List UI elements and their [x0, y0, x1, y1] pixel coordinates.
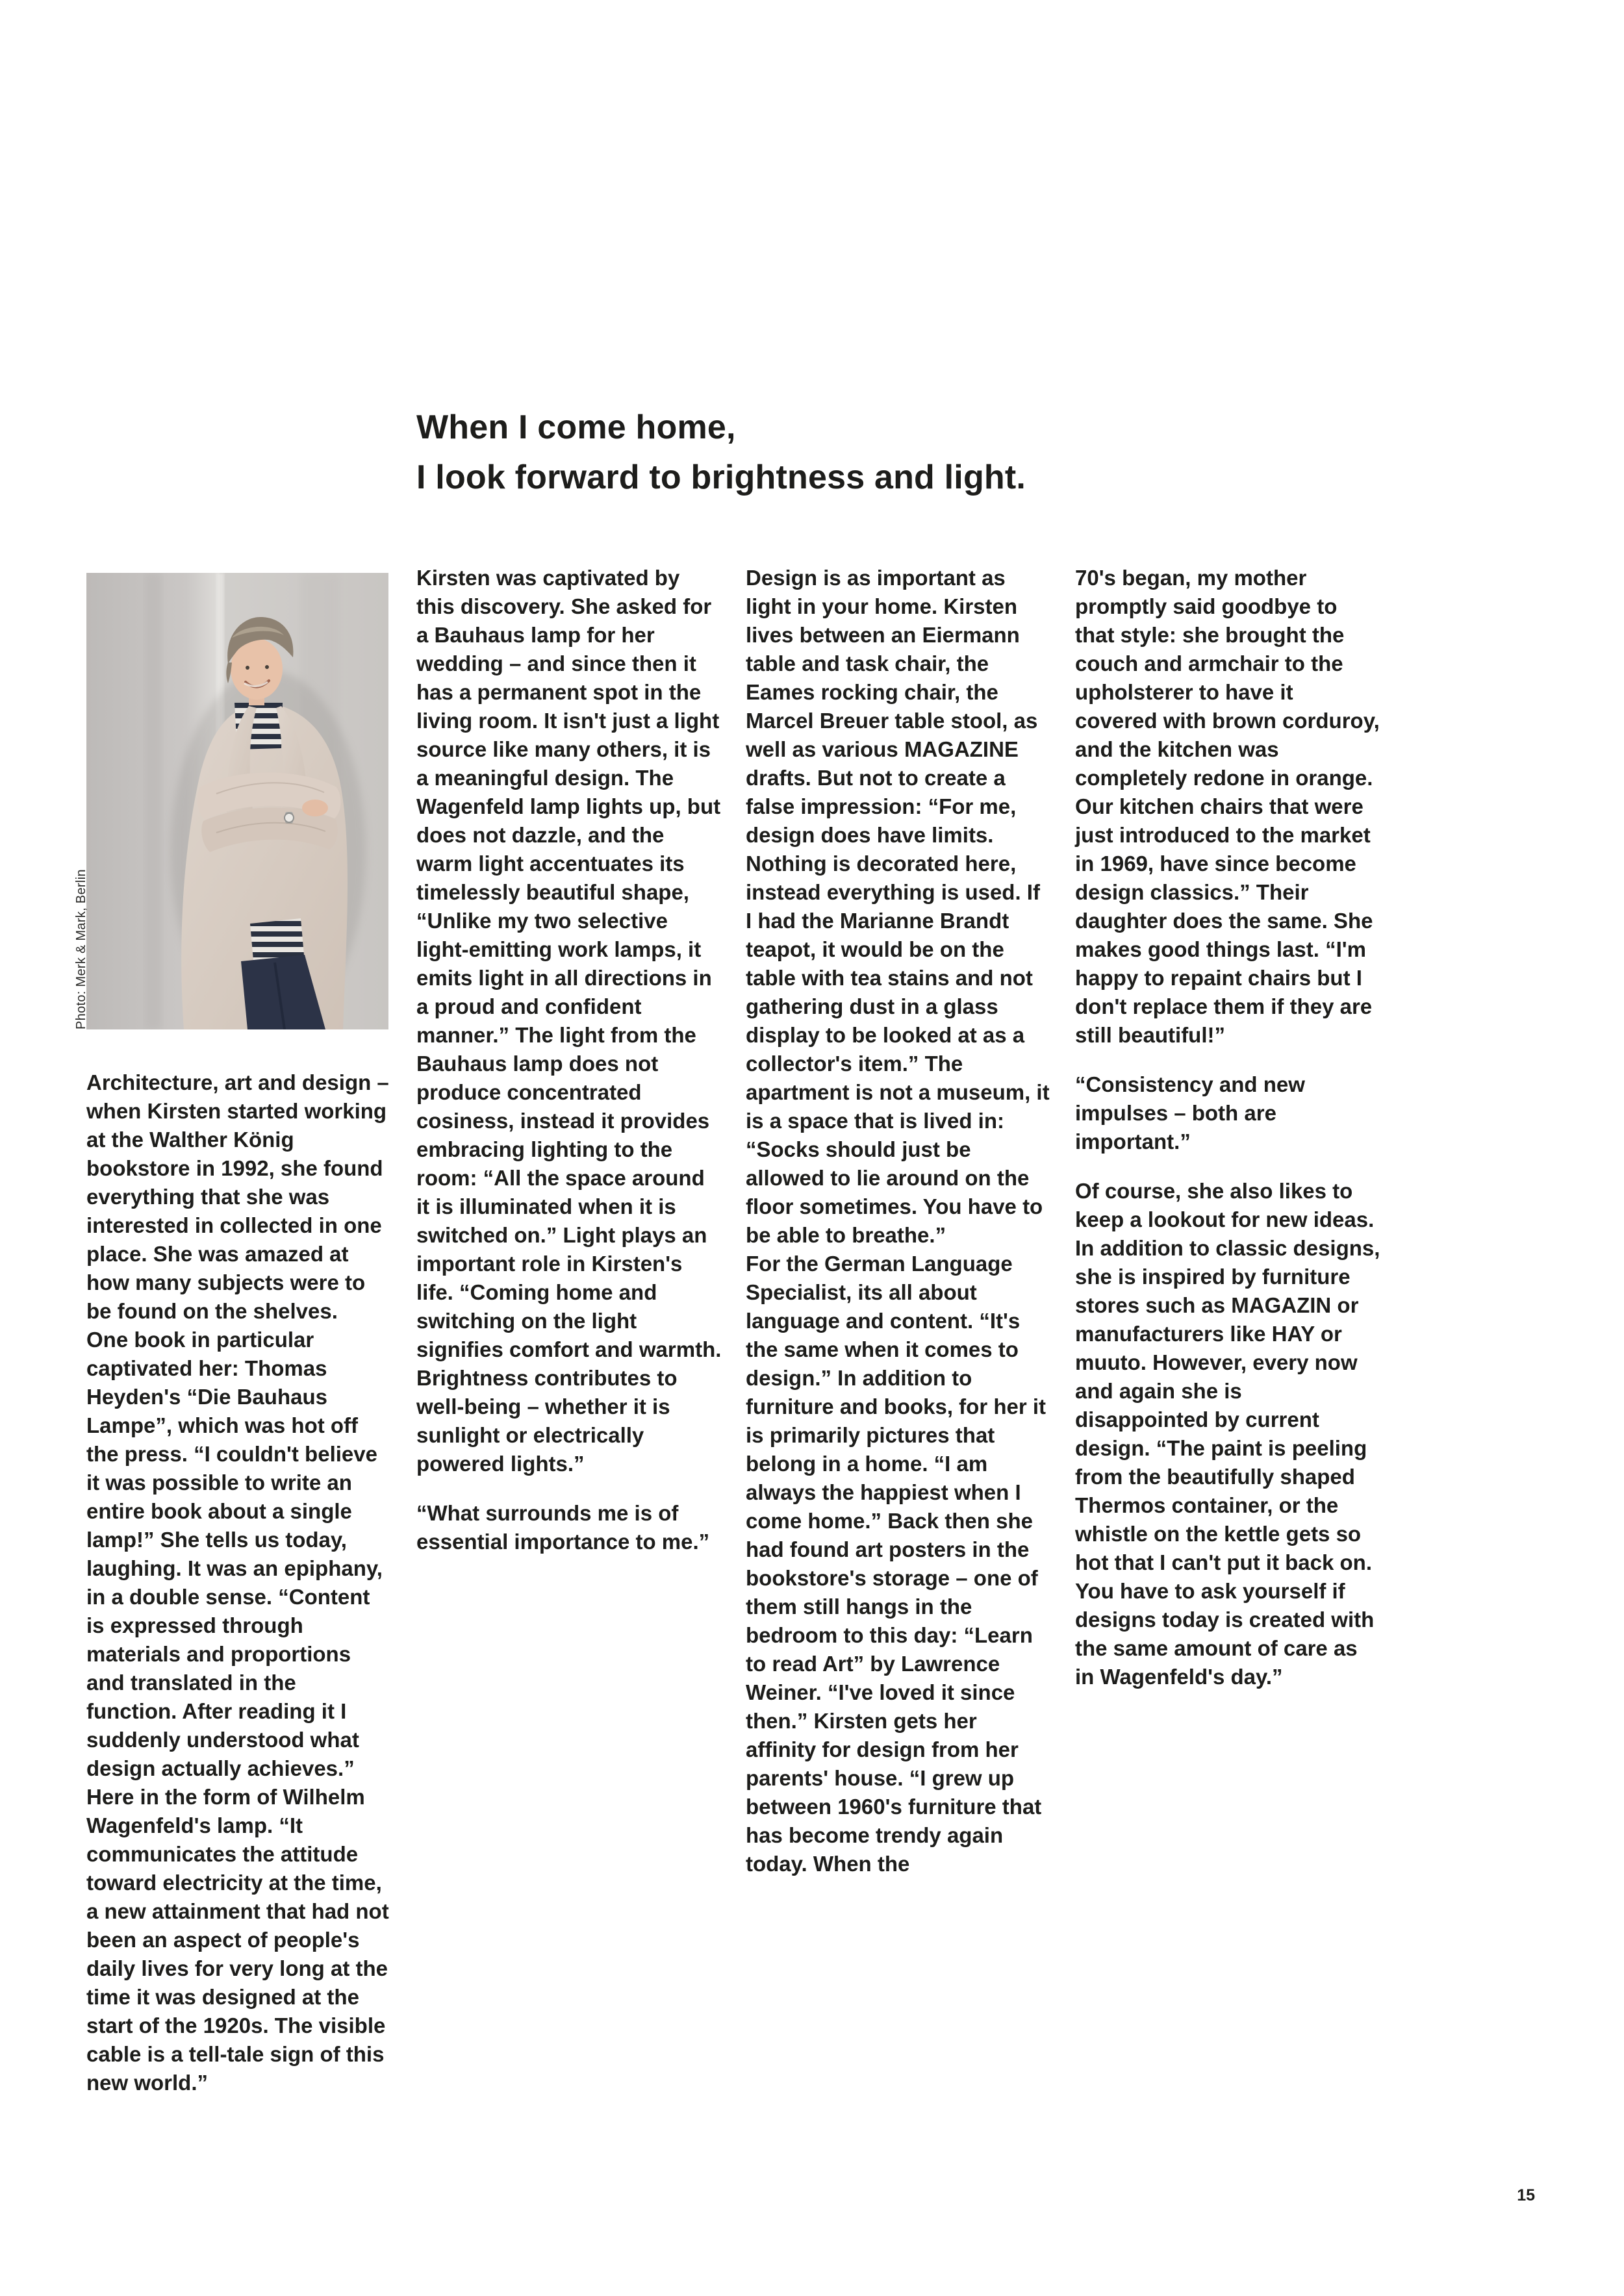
article-column-1	[86, 1068, 392, 2097]
pull-quote: “Consistency and new impulses – both are important.”	[1075, 1072, 1305, 1154]
paragraph: One book in particular captivated her: Thomas Heyden's “Die Bauhaus Lampe”, which was hot off the press. “I couldn't believe it was possible to write an entire book about a single lamp!” She tells us today, laughing. It was an epiphany, in a double sense. “Content is expressed through materials and proportions and translated in the function. After reading it I suddenly understood what design actually achieves.” Here in the form of Wilhelm Wagenfeld's lamp. “It communicates the attitude toward electricity at the time, a new attainment that had not been an aspect of people's daily lives for very long at the time it was designed at the start of the 1920s. The visible cable is a tell-tale sign of this new world.”	[86, 1328, 389, 2095]
article-column-2	[416, 564, 722, 1556]
photo-credit: Photo: Merk & Mark, Berlin	[74, 869, 88, 1029]
paragraph: Of course, she also likes to keep a lookout for new ideas. In addition to classic designs, she is inspired by furniture stores such as MAGAZIN or manufacturers like HAY or muuto. However, every now and again she is disappointed by current design. “The paint is peeling from the beautifully shaped Thermos container, or the whistle on the kettle gets so hot that I can't put it back on. You have to ask yourself if designs today is created with the same amount of care as in Wagenfeld's day.”	[1075, 1179, 1380, 1689]
paragraph: Kirsten was captivated by this discovery. She asked for a Bauhaus lamp for her wedding – and since then it has a permanent spot in the living room. It isn't just a light source like many others, it is a meaningful design. The Wagenfeld lamp lights up, but does not dazzle, and the warm light accentuates its timelessly beautiful shape, “Unlike my two selective light-emitting work lamps, it emits light in all directions in a proud and confident manner.” The light from the Bauhaus lamp does not produce concentrated cosiness, instead it provides embracing lighting to the room: “All the space around it is illuminated when it is switched on.” Light plays an important role in Kirsten's life. “Coming home and switching on the light signifies comfort and warmth. Brightness contributes to well-being – whether it is sunlight or electrically powered lights.”	[416, 566, 722, 1476]
paragraph: Design is as important as light in your home. Kirsten lives between an Eiermann table and task chair, the Eames rocking chair, the Marcel Breuer table stool, as well as various MAGAZINE drafts. But not to create a false impression: “For me, design does have limits. Nothing is decorated here, instead everything is used. If I had the Marianne Brandt teapot, it would be on the table with tea stains and not gathering dust in a glass display to be looked at as a collector's item.” The apartment is not a museum, it is a space that is lived in:	[746, 566, 1050, 1133]
paragraph: “Socks should just be allowed to lie around on the floor sometimes. You have to be able to breathe.”	[746, 1137, 1043, 1247]
paragraph: Architecture, art and design – when Kirsten started working at the Walther König bookstore in 1992, she found everything that she was interested in collected in one place. She was amazed at how many subjects were to be found on the shelves.	[86, 1070, 389, 1323]
page-number: 15	[1517, 2186, 1535, 2204]
pull-quote: “What surrounds me is of essential importance to me.”	[416, 1501, 710, 1554]
headline-line-1: When I come home,	[416, 409, 736, 446]
article-column-4	[1075, 564, 1380, 1691]
paragraph: For the German Language Specialist, its all about language and content. “It's the same when it comes to design.” In addition to furniture and books, for her it is primarily pictures that belong in a home. “I am always the happiest when I come home.” Back then she had found art posters in the bookstore's storage – one of them still hangs in the bedroom to this day: “Learn to read Art” by Lawrence Weiner. “I've loved it since then.” Kirsten gets her affinity for design from her parents' house. “I grew up between 1960's furniture that has become trendy again today. When the	[746, 1252, 1047, 1876]
portrait-woman-crossed-arms-photo	[86, 573, 388, 1029]
portrait-photo	[86, 573, 388, 1029]
article-column-3	[746, 564, 1051, 1878]
headline-line-2: I look forward to brightness and light.	[416, 459, 1026, 496]
paragraph: 70's began, my mother promptly said goodbye to that style: she brought the couch and armchair to the upholsterer to have it covered with brown corduroy, and the kitchen was completely redone in orange. Our kitchen chairs that were just introduced to the market in 1969, have since become design classics.” Their daughter does the same. She makes good things last. “I'm happy to repaint chairs but I don't replace them if they are still beautiful!”	[1075, 566, 1380, 1047]
page-headline	[416, 403, 1026, 503]
